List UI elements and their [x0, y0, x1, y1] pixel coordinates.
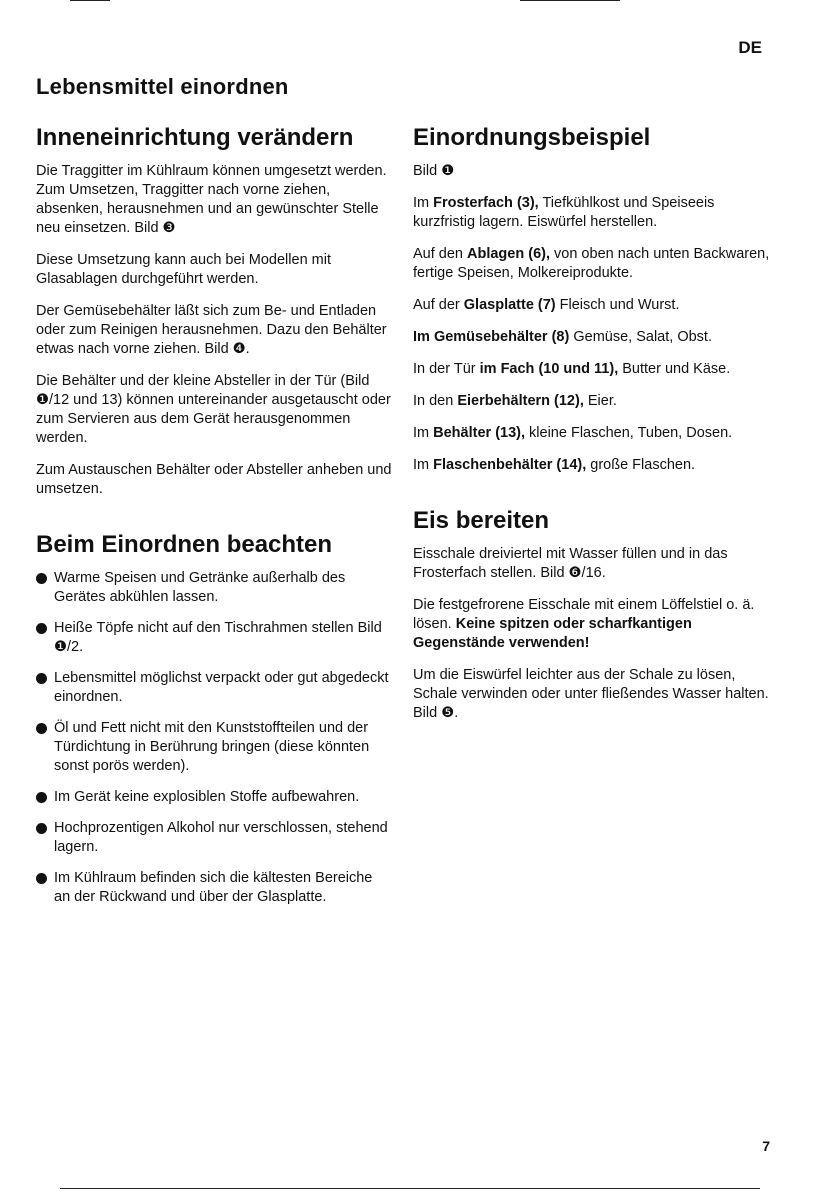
top-rule-right — [520, 0, 620, 1]
list-item: Warme Speisen und Getränke außerhalb des Gerätes abkühlen lassen. — [36, 569, 392, 607]
heading-einordnungsbeispiel: Einordnungsbeispiel — [413, 124, 651, 151]
list-item: Lebensmittel möglichst verpackt oder gut abgedeckt einordnen. — [36, 669, 392, 707]
left-column — [36, 124, 392, 919]
figure-ref: Bild ❶ — [413, 163, 455, 179]
example-item: Auf der Glasplatte (7) Fleisch und Wurst. — [413, 297, 680, 313]
top-rule-left — [70, 0, 110, 1]
bottom-rule — [60, 1188, 760, 1189]
section-title: Lebensmittel einordnen — [36, 74, 289, 99]
paragraph: Der Gemüsebehälter läßt sich zum Be- und Entladen oder zum Reinigen herausnehmen. Dazu den Behälter etwas nach vorne ziehen. Bild ❹. — [36, 303, 387, 357]
heading-inneneinrichtung: Inneneinrichtung verändern — [36, 124, 354, 151]
example-item: Auf den Ablagen (6), von oben nach unten Backwaren, fertige Speisen, Molkereiprodukte. — [413, 246, 770, 281]
list-item: Im Gerät keine explosiblen Stoffe aufbewahren. — [36, 788, 392, 807]
example-item: Im Flaschenbehälter (14), große Flaschen. — [413, 457, 696, 473]
example-item: Im Gemüsebehälter (8) Gemüse, Salat, Obst. — [413, 329, 712, 345]
page-number: 7 — [762, 1138, 770, 1154]
paragraph: Die Traggitter im Kühlraum können umgesetzt werden. Zum Umsetzen, Traggitter nach vorne ziehen, absenken, herausnehmen und an gewünschter Stelle neu einsetzen. Bild ❸ — [36, 163, 387, 236]
list-item: Hochprozentigen Alkohol nur verschlossen, stehend lagern. — [36, 819, 392, 857]
heading-eis-bereiten: Eis bereiten — [413, 507, 550, 534]
paragraph: Eisschale dreiviertel mit Wasser füllen und in das Frosterfach stellen. Bild ❻/16. — [413, 546, 728, 581]
paragraph: Diese Umsetzung kann auch bei Modellen mit Glasablagen durchgeführt werden. — [36, 252, 331, 287]
example-item: In der Tür im Fach (10 und 11), Butter und Käse. — [413, 361, 731, 377]
list-item: Heiße Töpfe nicht auf den Tischrahmen stellen Bild ❶/2. — [36, 619, 392, 657]
list-item: Im Kühlraum befinden sich die kältesten Bereiche an der Rückwand und über der Glasplatte. — [36, 869, 392, 907]
paragraph: Zum Austauschen Behälter oder Absteller anheben und umsetzen. — [36, 462, 392, 497]
list-item: Öl und Fett nicht mit den Kunststoffteilen und der Türdichtung in Berührung bringen (diese könnten sonst porös werden). — [36, 719, 392, 776]
heading-beim-einordnen: Beim Einordnen beachten — [36, 531, 333, 558]
paragraph: Um die Eiswürfel leichter aus der Schale zu lösen, Schale verwinden oder unter fließendes Wasser halten. Bild ❺. — [413, 667, 769, 721]
language-label: DE — [738, 38, 762, 57]
example-item: In den Eierbehältern (12), Eier. — [413, 393, 617, 409]
paragraph: Die Behälter und der kleine Absteller in der Tür (Bild ❶/12 und 13) können untereinander ausgetauscht oder zum Servieren aus dem Gerät herausgenommen werden. — [36, 373, 391, 446]
paragraph: Die festgefrorene Eisschale mit einem Löffelstiel o. ä. lösen. Keine spitzen oder scharfkantigen Gegenstände verwenden! — [413, 597, 755, 651]
example-item: Im Behälter (13), kleine Flaschen, Tuben, Dosen. — [413, 425, 733, 441]
example-item: Im Frosterfach (3), Tiefkühlkost und Speiseeis kurzfristig lagern. Eiswürfel herstellen. — [413, 195, 715, 230]
bullet-list — [36, 569, 392, 907]
right-column — [413, 124, 773, 736]
